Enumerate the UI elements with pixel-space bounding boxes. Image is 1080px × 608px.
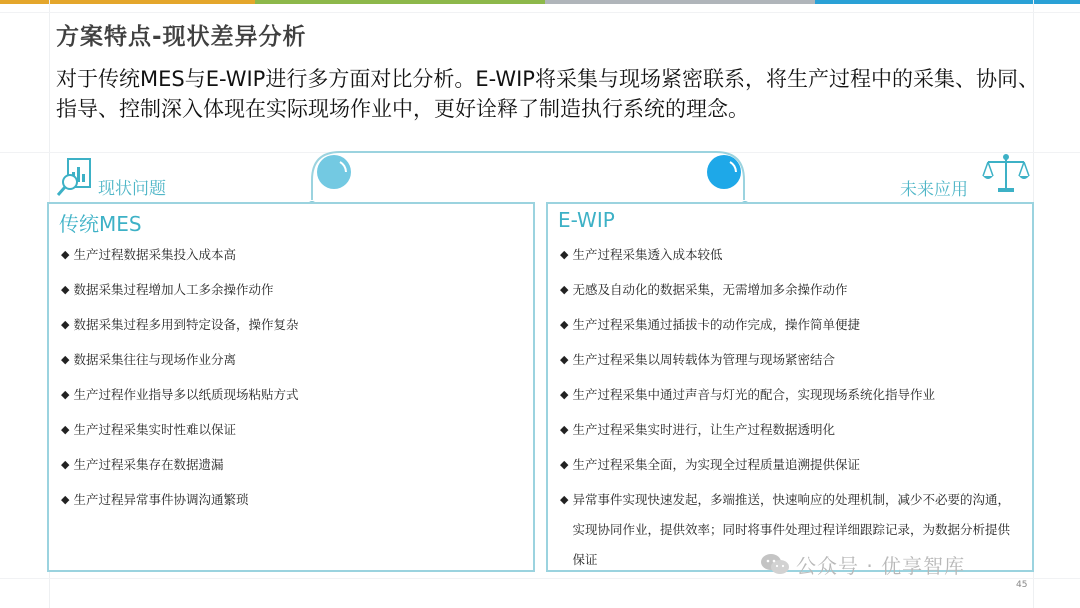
bullet-icon: ◆ [61,248,70,261]
list-item [560,240,1020,270]
list-item [61,244,521,265]
list-item-text: 数据采集往往与现场作业分离 [73,352,236,367]
bullet-icon: ◆ [61,458,70,471]
list-item-text: 无感及自动化的数据采集，无需增加多余操作动作 [572,282,848,297]
bullet-icon: ◆ [560,458,569,471]
bullet-icon: ◆ [61,493,70,506]
list-item [61,489,521,510]
list-item-text: 数据采集过程多用到特定设备，操作复杂 [73,317,299,332]
future-application-label: 未来应用 [900,180,968,200]
list-item-text: 生产过程作业指导多以纸质现场粘贴方式 [73,387,299,402]
bullet-icon: ◆ [560,248,569,261]
bullet-icon: ◆ [560,423,569,436]
list-item-text: 生产过程采集透入成本较低 [572,247,723,262]
list-item [560,345,1020,375]
analysis-chart-icon [56,156,96,198]
list-item-text: 生产过程采集通过插拔卡的动作完成，操作简单便捷 [572,317,860,332]
list-item-text: 生产过程采集实时进行，让生产过程数据透明化 [572,422,835,437]
bullet-icon: ◆ [560,493,569,506]
page-title: 方案特点-现状差异分析 [56,24,307,50]
list-item-text: 生产过程采集实时性难以保证 [73,422,236,437]
bullet-icon: ◆ [560,388,569,401]
panel-title: E-WIP [558,208,615,232]
list-item [61,279,521,300]
bullet-icon: ◆ [61,318,70,331]
list-item-text: 生产过程采集以周转载体为管理与现场紧密结合 [572,352,835,367]
list-item [61,314,521,335]
balance-scale-icon [982,152,1030,196]
list-item [560,380,1020,410]
list-item [560,275,1020,305]
list-item-text: 数据采集过程增加人工多余操作动作 [73,282,274,297]
bullet-icon: ◆ [560,283,569,296]
list-item [61,454,521,475]
list-item-text: 生产过程采集存在数据遗漏 [73,457,224,472]
list-item [61,349,521,370]
list-item [560,415,1020,445]
bullet-icon: ◆ [61,423,70,436]
bullet-icon: ◆ [560,318,569,331]
bullet-icon: ◆ [61,388,70,401]
list-item-text: 生产过程采集全面，为实现全过程质量追溯提供保证 [572,457,860,472]
list-item-text: 生产过程采集中通过声音与灯光的配合，实现现场系统化指导作业 [572,387,935,402]
traditional-mes-panel [47,202,535,572]
current-issues-label: 现状问题 [98,179,166,199]
watermark-text: 公众号 · 优享智库 [796,554,966,578]
list-item-text: 生产过程异常事件协调沟通繁琐 [73,492,249,507]
list-item [560,310,1020,340]
wechat-icon [760,553,790,575]
bullet-icon: ◆ [61,283,70,296]
list-item [61,419,521,440]
intro-paragraph: 对于传统MES与E-WIP进行多方面对比分析。E-WIP将采集与现场紧密联系，将生产过程中的采集、协同、指导、控制深入体现在实际现场作业中，更好诠释了制造执行系统的理念。 [56,67,1039,121]
ewip-panel [546,202,1034,572]
bullet-icon: ◆ [560,353,569,366]
list-item-text: 异常事件实现快速发起，多端推送，快速响应的处理机制，减少不必要的沟通，实现协同作业，提供效率；同时将事件处理过程详细跟踪记录，为数据分析提供保证 [572,492,1010,567]
bullet-icon: ◆ [61,353,70,366]
list-item-text: 生产过程数据采集投入成本高 [73,247,236,262]
list-item [560,450,1020,480]
traditional-mes-list [61,244,521,524]
panel-title: 传统MES [59,212,142,236]
ewip-list [560,240,1020,580]
page-number: 45 [1016,580,1028,590]
list-item [61,384,521,405]
